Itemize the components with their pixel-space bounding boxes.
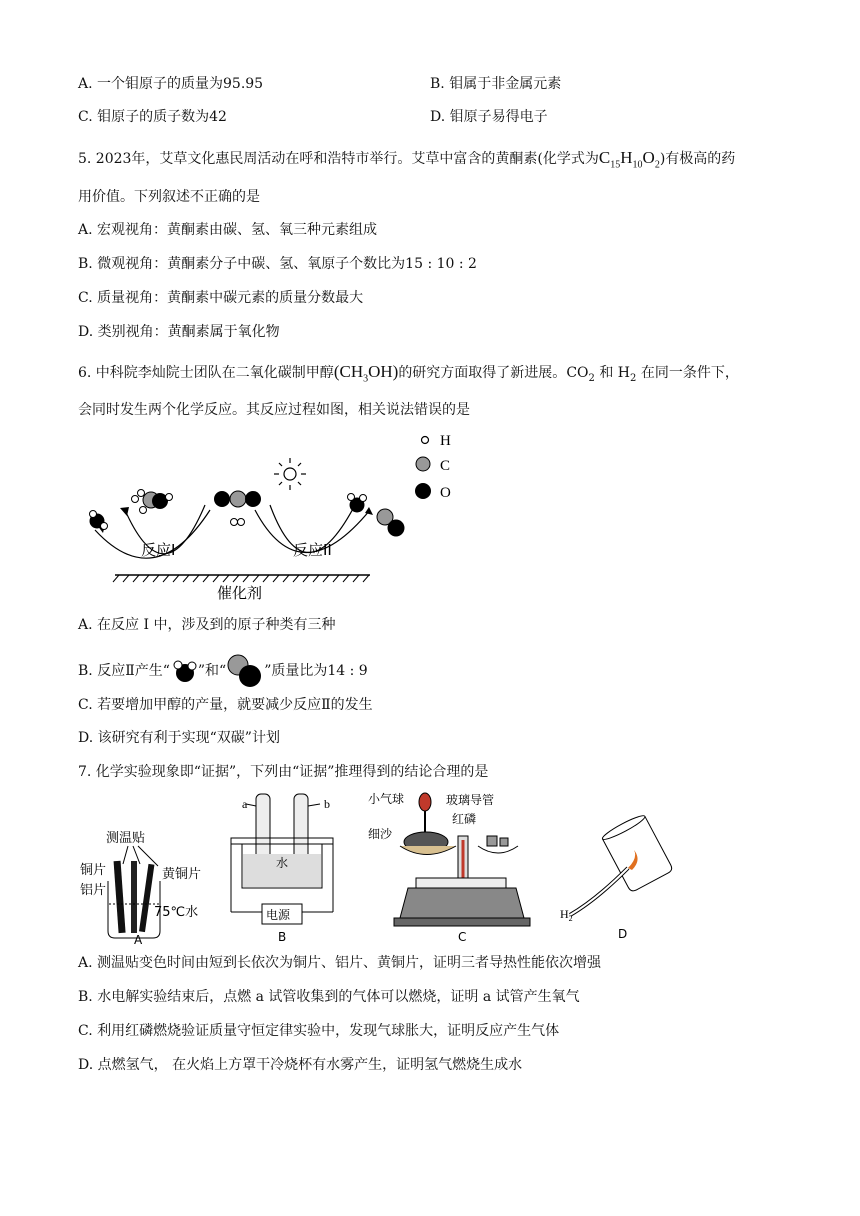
legend-h: H <box>440 433 451 449</box>
water-molecule-2-icon <box>348 494 367 513</box>
fig-c-glass-tube: 玻璃导管 <box>446 793 495 807</box>
fig-a-aluminum: 铝片 <box>80 883 107 898</box>
co-molecule-icon-b <box>226 654 264 688</box>
catalyst-label: 催化剂 <box>217 584 263 602</box>
fig-c-label: C <box>458 930 467 944</box>
q5-stem-line2: 用价值。下列叙述不正确的是 <box>78 189 260 205</box>
legend-o-icon <box>415 483 431 499</box>
q5-option-c: C. 质量视角：黄酮素中碳元素的质量分数最大 <box>78 290 364 306</box>
legend-c-icon <box>416 457 430 471</box>
q6-option-b-mid: ”和“ <box>197 663 227 679</box>
q5-formula: $C_{15}H_{10}O_2$ <box>598 148 660 171</box>
q7-option-a: A. 测温贴变色时间由短到长依次为铜片、铝片、黄铜片，证明三者导热性能依次增强 <box>78 955 602 971</box>
fig-a-water: 75℃水 <box>154 905 199 920</box>
q6-option-c: C. 若要增加甲醇的产量，就要减少反应Ⅱ的发生 <box>78 697 373 713</box>
fig-c-balloon: 小气球 <box>368 792 405 806</box>
q5-stem <box>78 148 735 175</box>
q6-stem <box>78 362 739 389</box>
sun-icon <box>274 458 306 490</box>
water-molecule-icon <box>90 511 108 530</box>
q6-methanol: $(CH_3OH)$ <box>333 362 399 385</box>
legend-h-icon <box>422 437 429 444</box>
water-molecule-icon-b <box>170 658 198 684</box>
q6-option-a: A. 在反应 I 中，涉及到的原子种类有三种 <box>78 617 336 633</box>
methanol-molecule-icon <box>132 490 173 514</box>
q6-stem-pre: 6. 中科院李灿院士团队在二氧化碳制甲醇 <box>78 365 334 381</box>
fig-b-power: 电源 <box>266 908 291 922</box>
co2-molecule-icon <box>214 491 261 507</box>
fig-d-label: D <box>618 927 628 941</box>
q6-option-d: D. 该研究有利于实现“双碳”计划 <box>78 730 280 746</box>
q4-option-c: C. 钼原子的质子数为42 <box>78 109 227 125</box>
q6-option-b-pre: B. 反应Ⅱ产生“ <box>78 663 170 679</box>
reaction-diagram <box>75 425 475 605</box>
q7-option-b: B. 水电解实验结束后，点燃 a 试管收集到的气体可以燃烧，证明 a 试管产生氧气 <box>78 989 580 1005</box>
fig-c-phosphorus: 红磷 <box>452 812 477 826</box>
q6-option-b <box>78 654 368 688</box>
q5-option-d: D. 类别视角：黄酮素属于氧化物 <box>78 324 280 340</box>
fig-a-copper: 铜片 <box>80 863 107 878</box>
fig-a-brass: 黄铜片 <box>162 867 202 882</box>
experiment-b-figure <box>228 792 338 944</box>
reaction-2-label: 反应II <box>293 541 332 559</box>
q7-option-d: D. 点燃氢气， 在火焰上方罩干冷烧杯有水雾产生，证明氢气燃烧生成水 <box>78 1057 523 1073</box>
q7-stem: 7. 化学实验现象即“证据”，下列由“证据”推理得到的结论合理的是 <box>78 764 489 780</box>
q6-stem-line2: 会同时发生两个化学反应。其反应过程如图，相关说法错误的是 <box>78 402 470 418</box>
experiment-c-figure <box>368 788 533 944</box>
q5-stem-post: )有极高的药 <box>659 151 736 167</box>
fig-b-label: B <box>278 930 287 944</box>
q4-option-d: D. 钼原子易得电子 <box>430 109 548 125</box>
q5-option-b: B. 微观视角：黄酮素分子中碳、氢、氧原子个数比为15 : 10 : 2 <box>78 256 477 272</box>
experiment-a-figure <box>78 826 218 946</box>
legend-o: O <box>440 485 451 501</box>
q4-option-b: B. 钼属于非金属元素 <box>430 76 562 92</box>
reaction-1-label: 反应I <box>141 541 176 559</box>
legend-c: C <box>440 458 451 474</box>
fig-b-water: 水 <box>276 856 289 870</box>
h2-molecule-icon <box>231 519 245 526</box>
fig-c-sand: 细沙 <box>368 827 393 841</box>
fig-b-a: a <box>242 797 248 811</box>
q6-option-b-post: ”质量比为14 : 9 <box>264 663 368 679</box>
fig-a-label: A <box>134 933 143 946</box>
co-molecule-icon <box>377 509 405 537</box>
q5-stem-pre: 5. 2023年，艾草文化惠民周活动在呼和浩特市举行。艾草中富含的黄酮素(化学式为 <box>78 151 599 167</box>
q7-option-c: C. 利用红磷燃烧验证质量守恒定律实验中，发现气球胀大，证明反应产生气体 <box>78 1023 560 1039</box>
q6-stem-mid: 的研究方面取得了新进展。 <box>398 365 567 381</box>
q6-stem-tail: $CO_2$ 和 $H_2$ 在同一条件下， <box>566 365 739 384</box>
q4-option-a: A. 一个钼原子的质量为95.95 <box>78 76 264 92</box>
fig-b-b: b <box>324 797 330 811</box>
q5-option-a: A. 宏观视角：黄酮素由碳、氢、氧三种元素组成 <box>78 222 378 238</box>
fig-d-h2: $H_2$ <box>560 907 573 923</box>
fig-a-sticker: 测温贴 <box>106 831 146 846</box>
experiment-d-figure <box>556 810 686 944</box>
